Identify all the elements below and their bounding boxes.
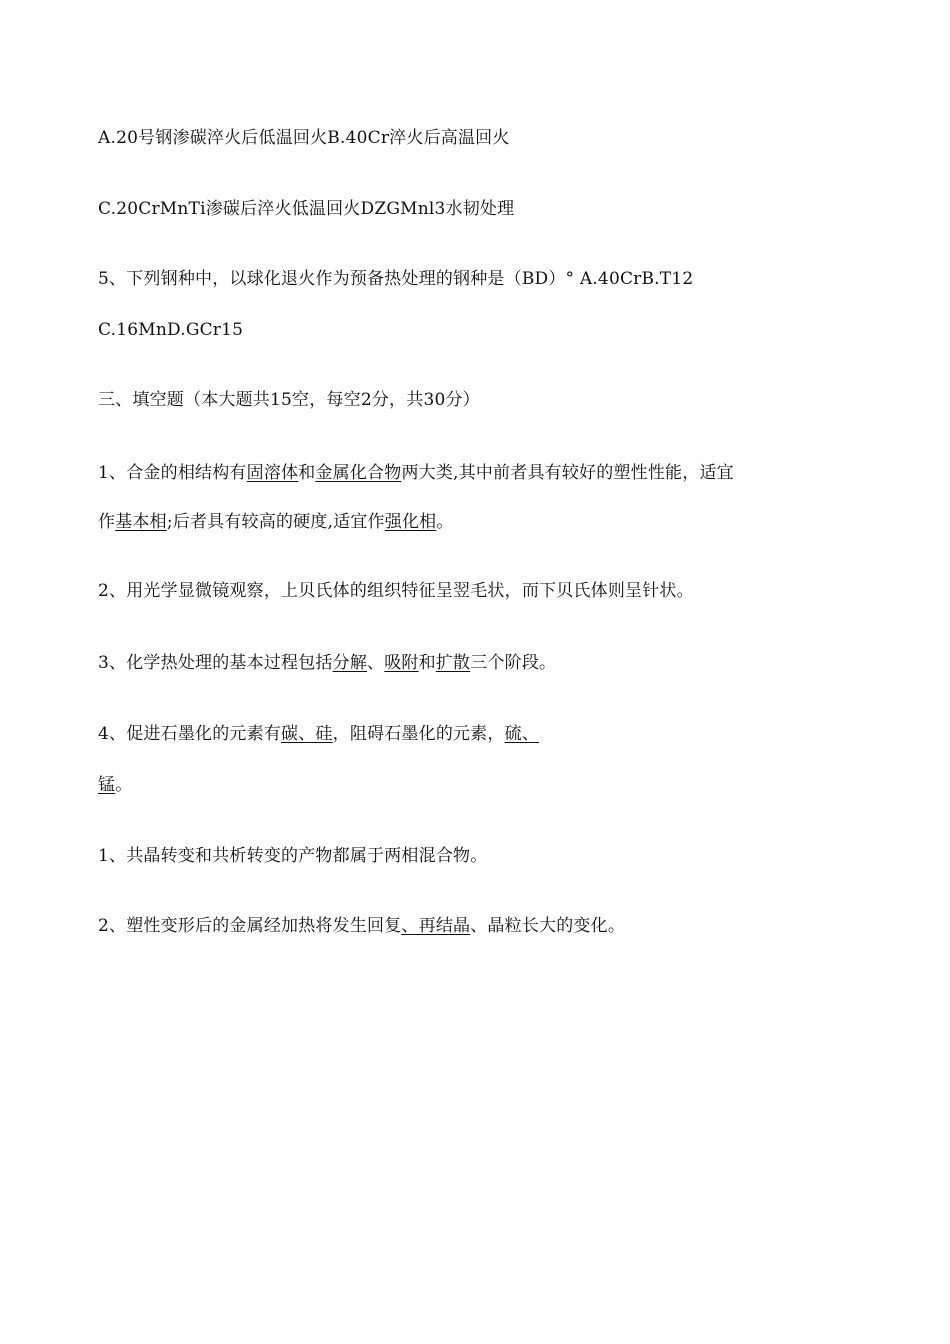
answer-blank: 、再结晶: [401, 916, 471, 936]
option-text: C.20CrMnTi渗碳后淬火低温回火DZGMnl3水韧处理: [98, 199, 515, 219]
option-text: C.16MnD.GCr15: [98, 320, 244, 340]
question-text: 4、促进石墨化的元素有: [98, 724, 282, 744]
question-text: 、晶粒长大的变化。: [470, 916, 626, 936]
fill-question-1-line-2: [98, 510, 454, 534]
question-text: 。: [436, 512, 454, 532]
answer-blank: 金属化合物: [315, 463, 402, 483]
section-title: 三、填空题（本大题共15空，每空2分，共30分）: [98, 390, 480, 410]
option-text: A.20号钢渗碳淬火后低温回火B.40Cr淬火后高温回火: [98, 128, 510, 148]
answer-blank: 吸附: [384, 653, 419, 673]
question-text: ，阻碍石墨化的元素，: [332, 724, 505, 744]
fill-question-1b: [98, 844, 487, 868]
fill-question-2b: [98, 914, 625, 938]
option-line-a-b: [98, 126, 510, 150]
question-5-options: [98, 318, 243, 342]
question-text: 和: [298, 463, 316, 483]
question-text: 1、共晶转变和共析转变的产物都属于两相混合物。: [98, 846, 488, 866]
question-text: 。: [115, 775, 133, 795]
fill-question-4-line-1: [98, 722, 539, 746]
answer-blank: 分解: [332, 653, 368, 673]
fill-question-1-line-1: [98, 461, 734, 485]
answer-blank: 基本相: [115, 512, 167, 532]
answer-blank: 硫、: [504, 724, 540, 744]
question-text: 3、化学热处理的基本过程包括: [98, 653, 333, 673]
question-text: 作: [98, 512, 116, 532]
question-text: 和: [418, 653, 436, 673]
question-5: [98, 267, 693, 291]
answer-blank: 固溶体: [246, 463, 299, 483]
section-heading: [98, 388, 480, 412]
question-text: 2、用光学显微镜观察，上贝氏体的组织特征呈翌毛状，而下贝氏体则呈针状。: [98, 581, 694, 601]
answer-blank: 扩散: [435, 653, 471, 673]
fill-question-3: [98, 651, 556, 675]
question-text: ;后者具有较高的硬度,适宜作: [166, 512, 385, 532]
fill-question-2: [98, 579, 694, 603]
question-text: 、: [367, 653, 385, 673]
question-text: 两大类,其中前者具有较好的塑性性能，适宜: [401, 463, 734, 483]
answer-blank: 锰: [98, 775, 116, 795]
option-line-c-d: [98, 197, 514, 221]
question-text: 1、合金的相结构有: [98, 463, 247, 483]
question-text: 5、下列钢种中，以球化退火作为预备热处理的钢种是（BD）° A.40CrB.T12: [98, 269, 694, 289]
fill-question-4-line-2: [98, 773, 132, 797]
question-text: 2、塑性变形后的金属经加热将发生回复: [98, 916, 402, 936]
question-text: 三个阶段。: [470, 653, 557, 673]
answer-blank: 碳、硅: [281, 724, 333, 744]
answer-blank: 强化相: [384, 512, 437, 532]
